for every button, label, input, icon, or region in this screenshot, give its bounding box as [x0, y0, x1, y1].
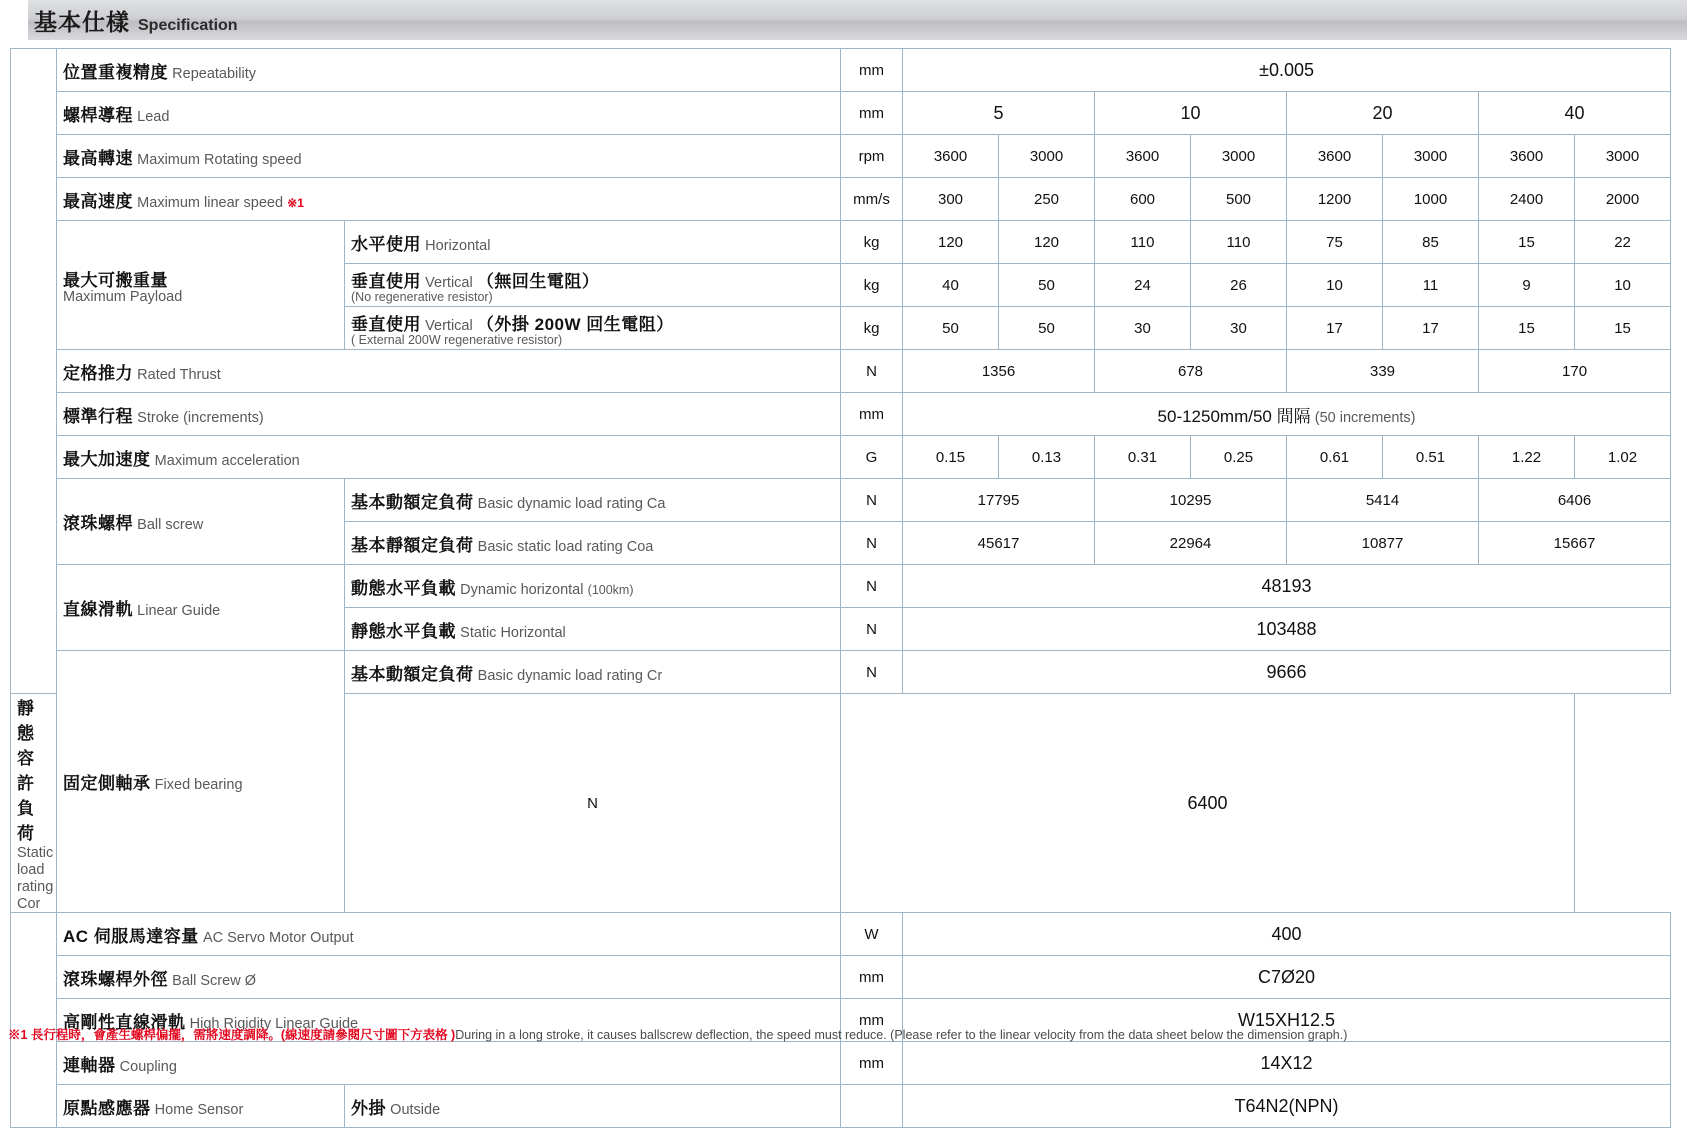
row-label-linear-guide [57, 565, 345, 651]
sub-label-home-sensor-outside [345, 1085, 841, 1128]
label-en: Lead [137, 108, 170, 125]
value-fixed-bearing-static: 6400 [841, 694, 1575, 913]
unit-rated-thrust: N [841, 350, 903, 393]
label-en-2: (No regenerative resistor) [351, 289, 493, 304]
row-label-maximum-payload [57, 221, 345, 350]
label-cjk-2: （無回生電阻） [476, 271, 600, 291]
unit-coupling: mm [841, 1042, 903, 1085]
group-label-performance [11, 49, 57, 694]
table-row [11, 49, 1671, 92]
table-row [11, 479, 1671, 522]
row-label-home-sensor [57, 1085, 345, 1128]
label-en: Static load rating Cor [17, 845, 54, 912]
label-en: Basic dynamic load rating Ca [477, 495, 666, 512]
label-en-2: (100km) [587, 582, 634, 597]
value-linear-guide-dynamic: 48193 [903, 565, 1671, 608]
value-cell: 0.61 [1287, 436, 1383, 479]
footnote [8, 1028, 1683, 1043]
unit-stroke: mm [841, 393, 903, 436]
label-en: Maximum Rotating speed [137, 151, 302, 168]
unit-home-sensor [841, 1085, 903, 1128]
value-lead-20: 20 [1287, 92, 1479, 135]
label-en: Coupling [119, 1058, 177, 1075]
label-cjk: 滾珠螺桿外徑 [63, 969, 168, 989]
label-en: Fixed bearing [154, 777, 243, 793]
value-cell: 0.13 [999, 436, 1095, 479]
table-row [11, 178, 1671, 221]
value-cell: 1356 [903, 350, 1095, 393]
header-title-cjk: 基本仕樣 [34, 8, 130, 35]
group-label-parts [11, 913, 57, 1128]
table-row [11, 565, 1671, 608]
value-cell: 3000 [1383, 135, 1479, 178]
unit-ball-screw-diameter: mm [841, 956, 903, 999]
unit-linear-guide-static: N [841, 608, 903, 651]
label-en: AC Servo Motor Output [202, 929, 354, 946]
label-cjk: 外掛 [351, 1098, 386, 1118]
sub-label-horizontal [345, 221, 841, 264]
unit-ball-screw-static: N [841, 522, 903, 565]
value-fixed-bearing-dynamic: 9666 [903, 651, 1671, 694]
value-linear-guide-static: 103488 [903, 608, 1671, 651]
value-cell: 10295 [1095, 479, 1287, 522]
label-en: Home Sensor [154, 1101, 244, 1118]
value-cell: 2000 [1575, 178, 1671, 221]
label-cjk: 水平使用 [351, 234, 421, 254]
sub-label-fixed-bearing-dynamic [345, 651, 841, 694]
value-cell: 0.31 [1095, 436, 1191, 479]
value-cell: 1.22 [1479, 436, 1575, 479]
label-en: Maximum acceleration [154, 452, 300, 469]
value-cell: 3600 [1095, 135, 1191, 178]
table-row [11, 651, 1671, 694]
label-cjk: 直線滑軌 [63, 600, 133, 619]
value-cell: 0.15 [903, 436, 999, 479]
row-label-ball-screw-diameter [57, 956, 841, 999]
value-cell: 2400 [1479, 178, 1575, 221]
row-label-stroke [57, 393, 841, 436]
table-row [11, 956, 1671, 999]
sub-label-ball-screw-static [345, 522, 841, 565]
label-en: Linear Guide [137, 603, 221, 619]
unit-payload-vertical-no-regen: kg [841, 264, 903, 307]
value-cell: 22 [1575, 221, 1671, 264]
row-label-max-acceleration [57, 436, 841, 479]
label-en: Stroke (increments) [137, 409, 264, 426]
label-cjk: 基本動額定負荷 [351, 492, 474, 512]
value-high-rigidity-linear-guide: W15XH12.5 [903, 999, 1671, 1042]
value-cell: 339 [1287, 350, 1479, 393]
table-row [11, 436, 1671, 479]
value-cell: 3000 [1191, 135, 1287, 178]
table-row [11, 393, 1671, 436]
label-cjk: 靜態容許負荷 [17, 699, 35, 843]
unit-ball-screw-dynamic: N [841, 479, 903, 522]
label-cjk: 原點感應器 [63, 1098, 151, 1118]
value-cell: 10877 [1287, 522, 1479, 565]
section-header [0, 0, 1687, 40]
unit-linear-guide-dynamic: N [841, 565, 903, 608]
value-lead-5: 5 [903, 92, 1095, 135]
value-cell: 0.25 [1191, 436, 1287, 479]
label-cjk: 垂直使用 [351, 314, 421, 334]
value-coupling: 14X12 [903, 1042, 1671, 1085]
value-motor: 400 [903, 913, 1671, 956]
value-cell: 17 [1287, 307, 1383, 350]
row-label-lead [57, 92, 841, 135]
value-cell: 6406 [1479, 479, 1671, 522]
footnote-marker: ※1 [287, 195, 304, 210]
header-title-en: Specification [138, 16, 238, 34]
unit-payload-horizontal: kg [841, 221, 903, 264]
label-cjk: 基本動額定負荷 [351, 664, 474, 684]
value-cell: 300 [903, 178, 999, 221]
row-label-max-rotating-speed [57, 135, 841, 178]
label-cjk: 垂直使用 [351, 271, 421, 291]
label-en: Vertical [425, 274, 473, 291]
label-cjk-2: （外掛 200W 回生電阻） [476, 314, 674, 334]
sub-label-vertical-no-regen [345, 264, 841, 307]
value-cell: 3600 [903, 135, 999, 178]
label-cjk: 最高速度 [63, 191, 133, 211]
label-cjk: 連軸器 [63, 1055, 116, 1075]
row-label-max-linear-speed [57, 178, 841, 221]
value-cell: 30 [1191, 307, 1287, 350]
label-en: Repeatability [172, 65, 256, 82]
label-en: Horizontal [425, 237, 491, 254]
value-repeatability: ±0.005 [903, 49, 1671, 92]
label-cjk: 標準行程 [63, 406, 133, 426]
sub-label-linear-guide-static [345, 608, 841, 651]
value-cell: 45617 [903, 522, 1095, 565]
table-row [11, 135, 1671, 178]
value-cell: 1.02 [1575, 436, 1671, 479]
unit-fixed-bearing-dynamic: N [841, 651, 903, 694]
sub-label-linear-guide-dynamic [345, 565, 841, 608]
row-label-ac-servo-motor-output [57, 913, 841, 956]
label-cjk: AC 伺服馬達容量 [63, 926, 199, 946]
group-label-performance-text: 性能 [15, 329, 56, 413]
label-cjk: 固定側軸承 [63, 774, 151, 793]
value-cell: 75 [1287, 221, 1383, 264]
label-en: Rated Thrust [137, 366, 221, 383]
table-row [11, 913, 1671, 956]
value-cell: 5414 [1287, 479, 1479, 522]
value-cell: 1000 [1383, 178, 1479, 221]
value-cell: 17795 [903, 479, 1095, 522]
unit-max-rotating-speed: rpm [841, 135, 903, 178]
value-home-sensor: T64N2(NPN) [903, 1085, 1671, 1128]
value-cell: 30 [1095, 307, 1191, 350]
value-cell: 22964 [1095, 522, 1287, 565]
label-en: High Rigidity Linear Guide [189, 1015, 359, 1032]
value-cell: 3000 [1575, 135, 1671, 178]
value-cell: 3000 [999, 135, 1095, 178]
unit-repeatability: mm [841, 49, 903, 92]
unit-lead: mm [841, 92, 903, 135]
label-en: Ball Screw Ø [172, 972, 256, 989]
row-label-repeatability [57, 49, 841, 92]
value-cell: 17 [1383, 307, 1479, 350]
table-row [11, 350, 1671, 393]
label-cjk: 靜態水平負載 [351, 621, 456, 641]
unit-fixed-bearing-static: N [345, 694, 841, 913]
sub-label-fixed-bearing-static [11, 694, 57, 913]
label-en: Maximum linear speed [137, 194, 284, 211]
row-label-ball-screw [57, 479, 345, 565]
specification-table [10, 48, 1671, 1128]
value-cell: 250 [999, 178, 1095, 221]
label-cjk: 高剛性直線滑軌 [63, 1012, 186, 1032]
label-en: Static Horizontal [460, 624, 566, 641]
value-cell: 10 [1575, 264, 1671, 307]
sub-label-ball-screw-dynamic [345, 479, 841, 522]
value-cell: 1200 [1287, 178, 1383, 221]
value-stroke-cjk: 50-1250mm/50 間隔 [1157, 406, 1311, 426]
value-cell: 50 [999, 307, 1095, 350]
value-cell: 9 [1479, 264, 1575, 307]
value-lead-40: 40 [1479, 92, 1671, 135]
label-en: Basic static load rating Coa [477, 538, 654, 555]
label-en: Outside [390, 1101, 441, 1118]
label-cjk: 定格推力 [63, 363, 133, 383]
value-cell: 15 [1479, 221, 1575, 264]
value-cell: 40 [903, 264, 999, 307]
row-label-fixed-bearing [57, 651, 345, 913]
label-cjk: 滾珠螺桿 [63, 514, 133, 533]
label-en: Dynamic horizontal [460, 581, 584, 598]
value-cell: 26 [1191, 264, 1287, 307]
label-cjk: 螺桿導程 [63, 105, 133, 125]
label-en: Ball screw [137, 517, 204, 533]
unit-high-rigidity-linear-guide: mm [841, 999, 903, 1042]
value-cell: 500 [1191, 178, 1287, 221]
label-en-2: ( External 200W regenerative resistor) [351, 332, 563, 347]
row-label-coupling [57, 1042, 841, 1085]
value-cell: 600 [1095, 178, 1191, 221]
header-title [28, 4, 238, 37]
table-row [11, 221, 1671, 264]
value-cell: 120 [903, 221, 999, 264]
value-stroke-en: (50 increments) [1314, 409, 1416, 426]
table-row [11, 1085, 1671, 1128]
label-en: Vertical [425, 317, 473, 334]
value-cell: 0.51 [1383, 436, 1479, 479]
label-cjk: 最高轉速 [63, 148, 133, 168]
value-cell: 170 [1479, 350, 1671, 393]
value-cell: 10 [1287, 264, 1383, 307]
label-cjk: 位置重複精度 [63, 62, 168, 82]
value-cell: 11 [1383, 264, 1479, 307]
value-cell: 15667 [1479, 522, 1671, 565]
value-cell: 15 [1575, 307, 1671, 350]
label-cjk: 動態水平負載 [351, 578, 456, 598]
value-ball-screw-diameter: C7Ø20 [903, 956, 1671, 999]
value-cell: 110 [1095, 221, 1191, 264]
value-cell: 50 [903, 307, 999, 350]
value-cell: 85 [1383, 221, 1479, 264]
table-row [11, 92, 1671, 135]
group-label-parts-text: 部品 [15, 978, 56, 1062]
value-cell: 110 [1191, 221, 1287, 264]
footnote-cjk: ※1 長行程時，會產生螺桿偏擺，需將速度調降。(線速度請參閱尺寸圖下方表格 ) [8, 1028, 456, 1042]
sub-label-vertical-ext-regen [345, 307, 841, 350]
value-cell: 3600 [1287, 135, 1383, 178]
value-lead-10: 10 [1095, 92, 1287, 135]
row-label-rated-thrust [57, 350, 841, 393]
header-accent-block [0, 0, 28, 40]
label-en: Maximum Payload [63, 288, 183, 305]
specification-table-wrapper [10, 48, 1677, 1128]
table-row [11, 1042, 1671, 1085]
value-cell: 678 [1095, 350, 1287, 393]
value-cell: 50 [999, 264, 1095, 307]
label-en: Basic dynamic load rating Cr [477, 667, 663, 684]
value-cell: 3600 [1479, 135, 1575, 178]
label-cjk: 最大加速度 [63, 449, 151, 469]
label-cjk: 基本靜額定負荷 [351, 535, 474, 555]
footnote-en: During in a long stroke, it causes ballscrew deflection, the speed must reduce. (Please refer to the linear velocity from the data sheet below the dimension graph.) [455, 1028, 1348, 1042]
value-cell: 24 [1095, 264, 1191, 307]
value-stroke [903, 393, 1671, 436]
value-cell: 120 [999, 221, 1095, 264]
value-cell: 15 [1479, 307, 1575, 350]
unit-payload-vertical-ext-regen: kg [841, 307, 903, 350]
label-cjk: 最大可搬重量 [63, 270, 168, 290]
unit-motor: W [841, 913, 903, 956]
unit-max-linear-speed: mm/s [841, 178, 903, 221]
unit-max-acceleration: G [841, 436, 903, 479]
